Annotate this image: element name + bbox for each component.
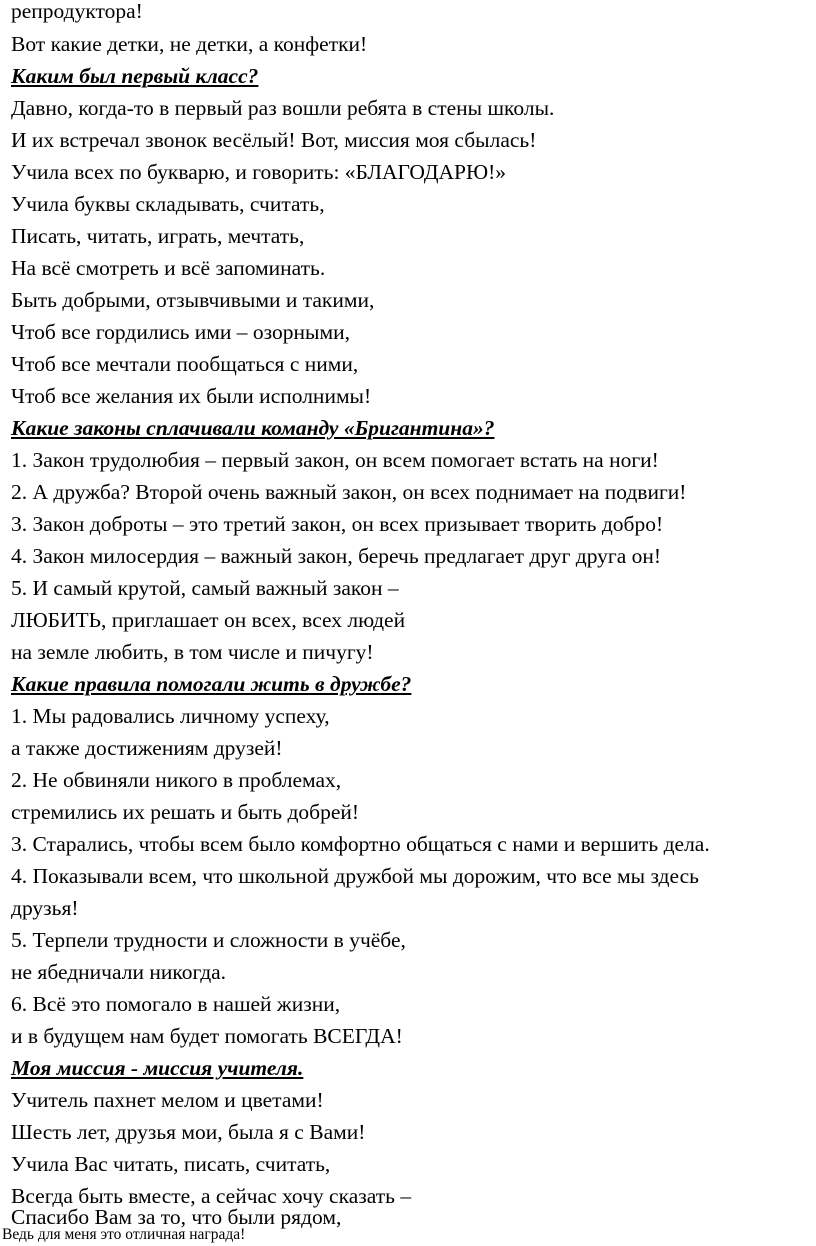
text-line: 3. Старались, чтобы всем было комфортно общаться с нами и вершить дела. — [11, 832, 710, 856]
text-line: Давно, когда-то в первый раз вошли ребята в стены школы. — [11, 96, 555, 120]
section-heading: Какие правила помогали жить в дружбе? — [11, 672, 412, 696]
text-line: И их встречал звонок весёлый! Вот, миссия моя сбылась! — [11, 128, 537, 152]
text-line: Учитель пахнет мелом и цветами! — [11, 1088, 324, 1112]
text-line: репродуктора! — [11, 0, 143, 23]
text-line: Всегда быть вместе, а сейчас хочу сказать – — [11, 1184, 412, 1208]
text-line: 5. Терпели трудности и сложности в учёбе, — [11, 928, 406, 952]
text-line: Быть добрыми, отзывчивыми и такими, — [11, 288, 375, 312]
text-line: Чтоб все гордились ими – озорными, — [11, 320, 350, 344]
text-line: и в будущем нам будет помогать ВСЕГДА! — [11, 1024, 403, 1048]
text-line: 5. И самый крутой, самый важный закон – — [11, 576, 399, 600]
text-line: ЛЮБИТЬ, приглашает он всех, всех людей — [11, 608, 406, 632]
section-heading: Моя миссия - миссия учителя. — [11, 1056, 304, 1080]
text-line: На всё смотреть и всё запоминать. — [11, 256, 326, 280]
text-line: Шесть лет, друзья мои, была я с Вами! — [11, 1120, 366, 1144]
text-line: Учила всех по букварю, и говорить: «БЛАГОДАРЮ!» — [11, 160, 506, 184]
text-line: 4. Показывали всем, что школьной дружбой мы дорожим, что все мы здесь — [11, 864, 699, 888]
text-line: на земле любить, в том числе и пичугу! — [11, 640, 374, 664]
text-line: Чтоб все желания их были исполнимы! — [11, 384, 372, 408]
text-line: 3. Закон доброты – это третий закон, он всех призывает творить добро! — [11, 512, 664, 536]
text-line: не ябедничали никогда. — [11, 960, 227, 984]
text-line: 4. Закон милосердия – важный закон, беречь предлагает друг друга он! — [11, 544, 662, 568]
text-line: Чтоб все мечтали пообщаться с ними, — [11, 352, 359, 376]
text-line: 2. Не обвиняли никого в проблемах, — [11, 768, 342, 792]
text-line: друзья! — [11, 896, 79, 920]
text-line: 6. Всё это помогало в нашей жизни, — [11, 992, 341, 1016]
text-line-small: Ведь для меня это отличная награда! — [2, 1226, 246, 1243]
text-line: стремились их решать и быть добрей! — [11, 800, 360, 824]
text-line: 1. Мы радовались личному успеху, — [11, 704, 330, 728]
text-line: Учила буквы складывать, считать, — [11, 192, 325, 216]
section-heading: Какие законы сплачивали команду «Бригантина»? — [11, 416, 495, 440]
text-line: Учила Вас читать, писать, считать, — [11, 1152, 331, 1176]
text-line: 1. Закон трудолюбия – первый закон, он всем помогает встать на ноги! — [11, 448, 659, 472]
text-line: Писать, читать, играть, мечтать, — [11, 224, 305, 248]
text-line: Спасибо Вам за то, что были рядом, — [11, 1205, 342, 1229]
text-line: а также достижениям друзей! — [11, 736, 283, 760]
section-heading: Каким был первый класс? — [11, 64, 259, 88]
text-line: Вот какие детки, не детки, а конфетки! — [11, 32, 368, 56]
text-line: 2. А дружба? Второй очень важный закон, он всех поднимает на подвиги! — [11, 480, 687, 504]
